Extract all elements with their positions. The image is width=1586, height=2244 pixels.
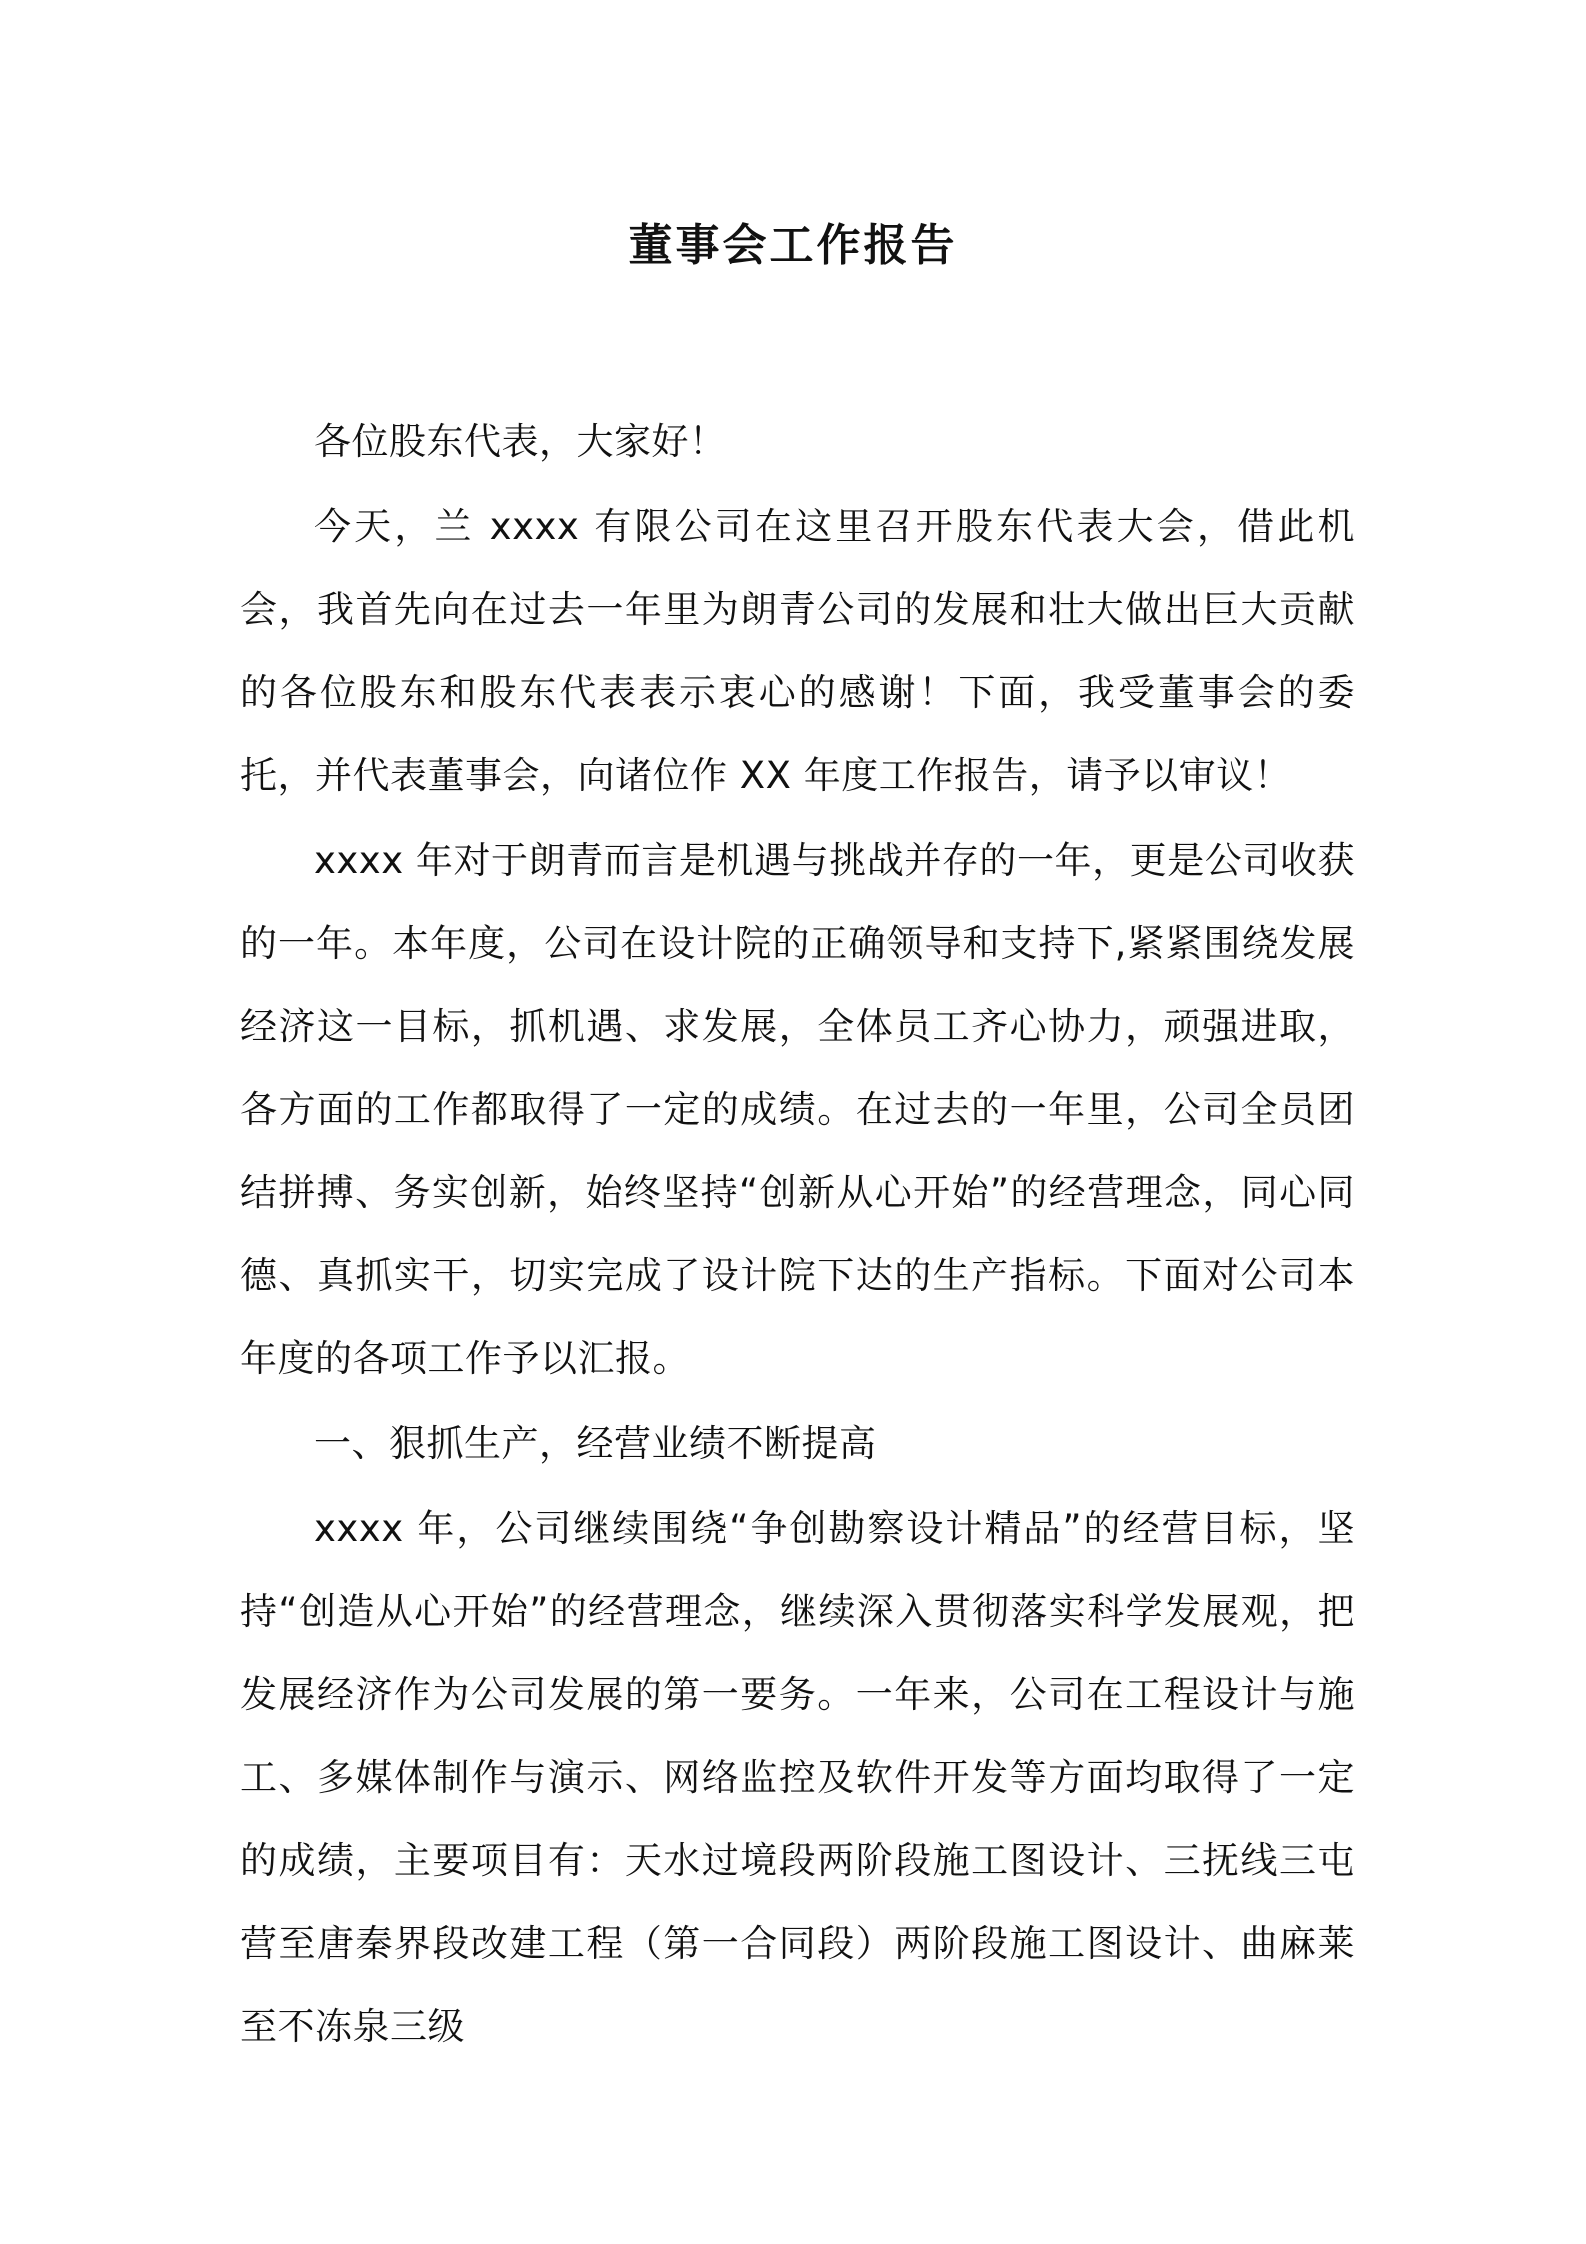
year-summary-paragraph: xxxx 年对于朗青而言是机遇与挑战并存的一年，更是公司收获的一年。本年度，公司在设计院的正确领导和支持下,紧紧围绕发展经济这一目标，抓机遇、求发展，全体员工齐心协力，顽强进取，各方面的工作都取得了一定的成绩。在过去的一年里，公司全员团结拼搏、务实创新，始终坚持“创新从心开始”的经营理念，同心同德、真抓实干，切实完成了设计院下达的生产指标。下面对公司本年度的各项工作予以汇报。 — [240, 839, 1355, 1380]
section-heading-1: 一、狠抓生产，经营业绩不断提高 — [314, 1422, 877, 1465]
document-body — [240, 400, 1355, 2070]
production-paragraph: xxxx 年，公司继续围绕“争创勘察设计精品”的经营目标，坚持“创造从心开始”的经营理念，继续深入贯彻落实科学发展观，把发展经济作为公司发展的第一要务。一年来，公司在工程设计与施工、多媒体制作与演示、网络监控及软件开发等方面均取得了一定的成绩，主要项目有：天水过境段两阶段施工图设计、三抚线三屯营至唐秦界段改建工程（第一合同段）两阶段施工图设计、曲麻莱至不冻泉三级 — [240, 1507, 1355, 2048]
greeting-paragraph: 各位股东代表，大家好！ — [314, 420, 727, 463]
opening-paragraph: 今天，兰 xxxx 有限公司在这里召开股东代表大会，借此机会，我首先向在过去一年里为朗青公司的发展和壮大做出巨大贡献的各位股东和股东代表表示衷心的感谢！下面，我受董事会的委托，并代表董事会，向诸位作 XX 年度工作报告，请予以审议！ — [240, 505, 1355, 797]
document-title: 董事会工作报告 — [628, 220, 958, 271]
